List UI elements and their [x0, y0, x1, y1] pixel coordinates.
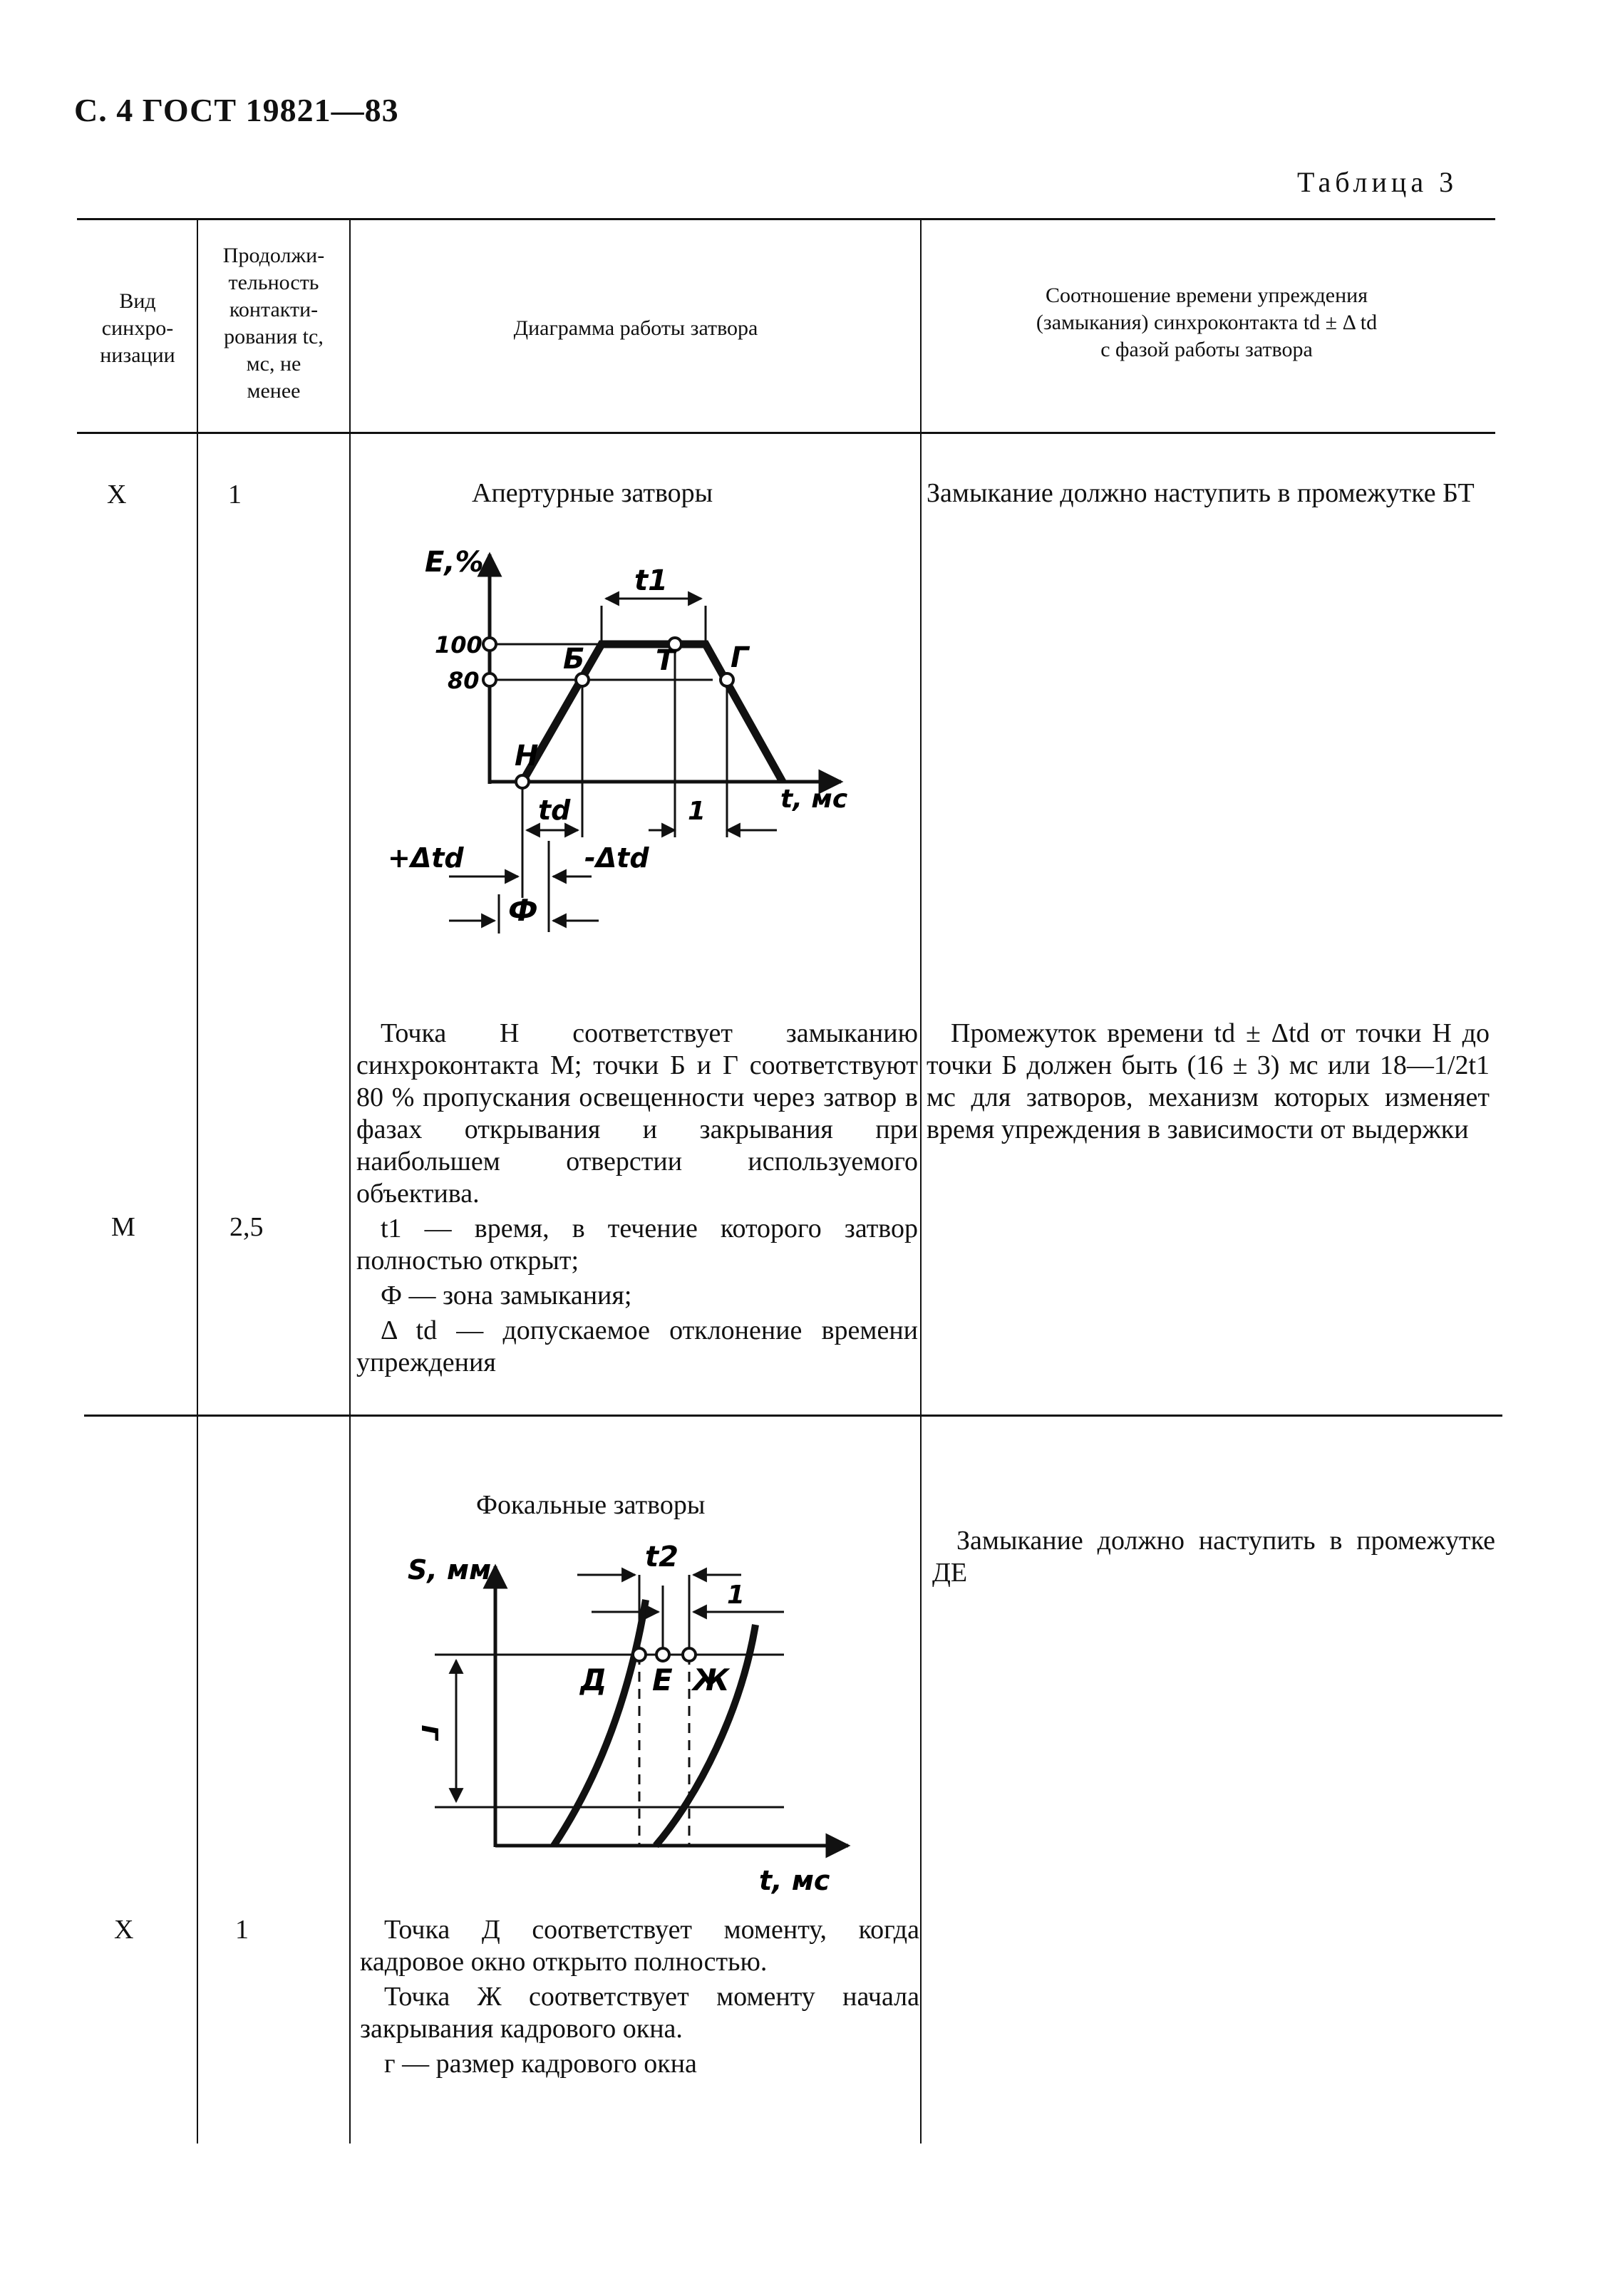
label-d: Д	[580, 1662, 607, 1697]
row1-relation: Замыкание должно наступить в промежутке БТ	[927, 478, 1475, 508]
col-divider-3	[920, 218, 922, 2144]
point-d	[633, 1648, 646, 1661]
focal-curve-1	[554, 1600, 646, 1846]
label-t: Т	[656, 644, 676, 677]
col-header-relation: Соотношение времени упреждения (замыкания) синхроконтакта td ± Δ td с фазой работы затвора	[1036, 284, 1378, 361]
col-divider-2	[349, 218, 351, 2144]
page-header: С. 4 ГОСТ 19821—83	[74, 92, 399, 128]
focal-title: Фокальные затворы	[476, 1490, 706, 1520]
label-plus-dtd: +Δtd	[388, 842, 464, 874]
label-e: Е	[652, 1662, 673, 1697]
row1-duration: 1	[228, 480, 242, 510]
label-td: td	[538, 795, 571, 826]
point-zh	[683, 1648, 696, 1661]
col-header-diagram: Диаграмма работы затвора	[513, 316, 758, 340]
label-minus-dtd: -Δtd	[584, 842, 649, 874]
label-t1: t1	[634, 564, 668, 597]
aperture-axis-y-label: E,%	[425, 546, 484, 579]
point-80-tick	[483, 673, 496, 686]
row3-duration: 1	[235, 1915, 249, 1945]
focal-curve-2	[656, 1625, 755, 1846]
row3-relation: Замыкание должно наступить в промежутке ДЕ	[932, 1526, 1495, 1588]
point-100-tick	[483, 638, 496, 651]
focal-axis-y-label: S, мм	[408, 1554, 492, 1586]
row2-duration: 2,5	[229, 1212, 264, 1242]
aperture-diagram	[356, 527, 919, 955]
row2-relation: Промежуток времени td ± Δtd от точки Н до точки Б должен быть (16 ± 3) мс или 18—1/2t1 мс для затворов, механизм которых изменяет время упреждения в зависимости от выдержки	[927, 1018, 1490, 1144]
row2-sync: M	[111, 1212, 135, 1242]
table-label: Таблица 3	[1297, 166, 1458, 198]
label-zh: Ж	[693, 1662, 730, 1697]
row-divider-rule	[84, 1415, 1502, 1417]
tick-100: 100	[435, 631, 483, 658]
aperture-title: Апертурные затворы	[472, 478, 713, 508]
focal-label-one: 1	[727, 1581, 745, 1610]
row1-sync: X	[107, 480, 127, 510]
focal-description: Точка Д соответствует моменту, когда кадровое окно открыто полностью. Точка Ж соответствует моменту начала закрывания кадрового окна. г — размер кадрового окна	[360, 1915, 919, 2079]
label-b: Б	[563, 643, 585, 676]
label-n: Н	[515, 740, 539, 772]
col-header-duration: Продолжи- тельность контакти- рования tс, мс, не менее	[222, 244, 325, 403]
point-n	[516, 775, 529, 788]
label-g-size: г	[415, 1724, 450, 1740]
label-one: 1	[688, 797, 706, 826]
aperture-description: Точка Н соответствует замыканию синхроконтакта М; точки Б и Г соответствуют 80 % пропускания освещенности через затвор в фазах открывания и закрывания при наибольшем отверстии используемого объектива. t1 — время, в течение которого затвор полностью открыт; Ф — зона замыкания; Δ td — допускаемое отклонение времени упреждения	[356, 1018, 918, 1377]
label-f: Ф	[508, 893, 538, 928]
col-divider-1	[197, 218, 198, 2144]
col-header-sync: Вид синхро- низации	[100, 289, 175, 367]
label-g: Г	[731, 641, 749, 674]
focal-diagram	[385, 1532, 919, 1903]
header-bottom-rule	[77, 432, 1495, 434]
point-e	[656, 1648, 669, 1661]
focal-label-t2: t2	[645, 1541, 678, 1573]
tick-80: 80	[448, 667, 480, 694]
point-g	[721, 673, 733, 686]
table-top-rule	[77, 218, 1495, 220]
row3-sync: X	[114, 1915, 134, 1945]
focal-axis-x-label: t, мс	[759, 1865, 830, 1896]
aperture-axis-x-label: t, мс	[780, 785, 848, 814]
